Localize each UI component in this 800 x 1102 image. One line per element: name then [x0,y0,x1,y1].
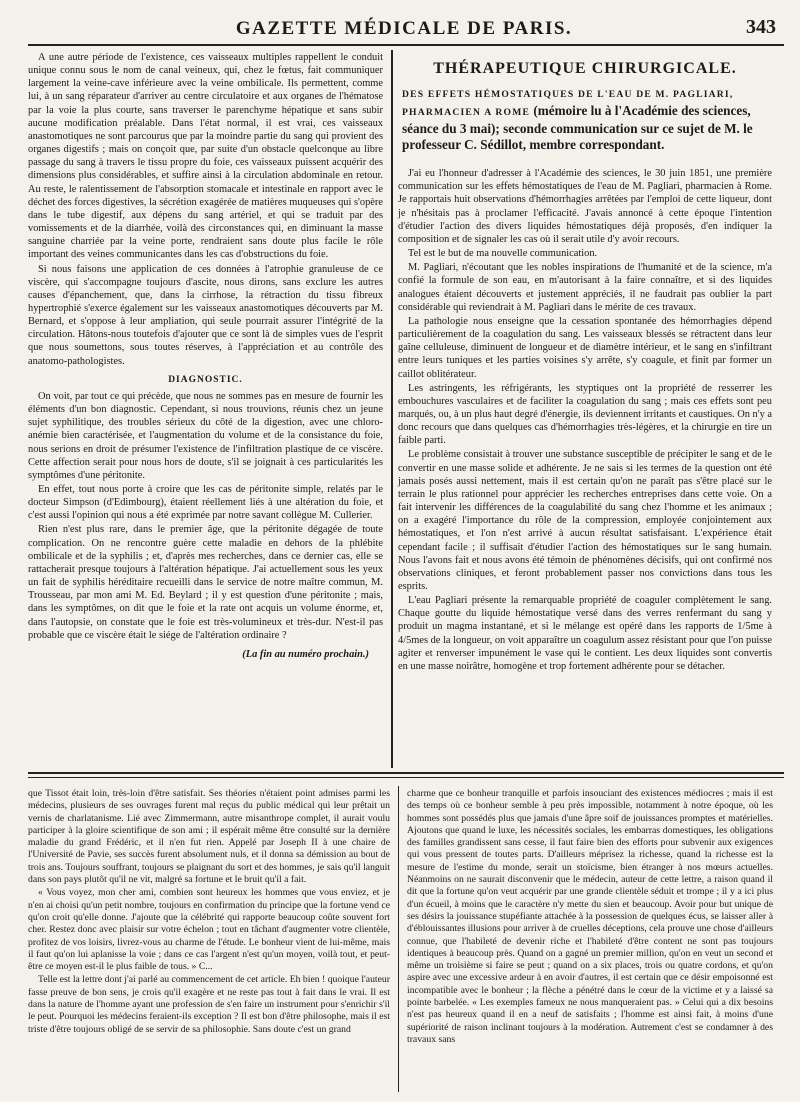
article-title-smallcaps: DES EFFETS HÉMOSTATIQUES DE L'EAU DE M. PAGLIARI, PHARMACIEN A ROME [402,89,734,119]
paragraph: « Vous voyez, mon cher ami, combien sont heureux les hommes que vous enviez, et je n'en ai choisi qu'un petit nombre, toujours en confirmation du principe que la fortune vend ce qu'on croit qu'elle donne. J'ajoute que la célébrité qui rapporte beaucoup coûte souvent fort cher. Restez donc avec plaisir sur votre échelon ; tout en tâchant d'augmenter votre clientèle, profitez de vos loisirs, livrez-vous au charme de l'étude. Le bonheur vient de lui-même, mais il faut qu'on lui aplanisse la voie ; dans ce cas l'argent n'est qu'un moyen, voilà tout, et peut-être ce moyen est-il le plus faible de tous. » C... [28,887,390,973]
bottom-left-column [28,788,390,1037]
feuilleton-rule-1 [28,772,784,774]
article-title-rest: (mémoire lu à l'Académie des sciences, séance du 3 mai); seconde communication sur ce sujet de M. le professeur C. Sédillot, membre correspondant. [402,103,753,153]
column-divider-bottom [398,786,399,1092]
paragraph: Rien n'est plus rare, dans le premier âge, que la péritonite dégagée de toute complication. On ne rencontre guère cette maladie en dehors de la phlébite ombilicale et de la syphilis ; et, d'après mes recherches, dans ce dernier cas, elle se rattacherait presque toujours à l'altération hépatique. J'ai actuellement sous les yeux un fait de syphilis héréditaire recueilli dans le service de notre maître commun, M. Trousseau, par mon ami M. Ed. Beylard ; il y est question d'une péritonite ; mais, dans les symptômes, on dit que le foie et la rate ont acquis un volume énorme, et, dans l'autopsie, on constate que le foie est très-volumineux et très-dur. N'est-il pas probable que ce viscère était le siége de l'altération ordinaire ? [28,524,383,641]
paragraph: Les astringents, les réfrigérants, les styptiques ont la propriété de resserrer les embouchures vasculaires et de faciliter la coagulation du sang ; mais ces effets sont peu marqués, ou, à un plus haut degré d'énergie, ils deviennent irritants et caustiques. On n'y a donc recours que dans quelques cas d'hémorrhagies très-légères, et la chirurgie en tire un faible parti. [398,382,772,447]
paragraph: Le problème consistait à trouver une substance susceptible de précipiter le sang et de le convertir en une masse solide et adhérente. Je ne sais si les termes de la question ont été jamais posés aussi nettement, mais il est certain qu'on ne paraît pas s'être placé sur le terrain le plus rationnel pour apprécier les recherches entreprises dans cette voie. On a fait intervenir les différences de la coagulabilité du sang chez l'homme et les animaux ; on a exagéré l'importance du rôle de la compression, employée conjointement aux hémostatiques, et l'on n'est arrivé à aucun résultat satisfaisant. L'expérience était cependant facile ; il suffisait d'étudier l'action des hémostatiques sur le sang humain. Nous l'avons fait et nous avons été témoin de phénomènes décisifs, qui ont confirmé nos observations cliniques, et feront probablement passer nos convictions dans tous les esprits. [398,449,772,592]
paragraph: J'ai eu l'honneur d'adresser à l'Académie des sciences, le 30 juin 1851, une première communication sur les effets hémostatiques de l'eau de M. Pagliari, pharmacien à Rome. Je rapportais huit observations d'hémorrhagies arrêtées par l'emploi de cette liqueur, dont je n'hésitais pas à proclamer l'efficacité. J'avais annoncé à cette époque l'intention d'étudier l'action des divers liquides hémostatiques déjà proposés, d'en indiquer la composition et de signaler les cas où il serait utile d'y avoir recours. [398,168,772,245]
column-divider-top [391,50,393,768]
paragraph: que Tissot était loin, très-loin d'être satisfait. Ses théories n'étaient point admises parmi les médecins, plusieurs de ses ouvrages furent mal reçus du public médical qui leur prêtait un vernis de charlatanisme. Lié avec Zimmermann, autre misanthrope complet, il aurait voulu participer à la gloire scientifique de son ami ; il espérait même être consulté sur la dernière maladie du grand Frédéric, et il n'en fut rien. Appelé par Joseph II à une chaire de l'Université de Pavie, ses succès furent absolument nuls, et il donna sa démission au bout de trois ans. Toujours souffrant, toujours se plaignant du sort et des hommes, je sais qu'il languit dans son pays plutôt qu'il ne vit, malgré sa fortune et le bruit qu'il a fait. [28,788,390,886]
paragraph: Tel est le but de ma nouvelle communication. [408,248,598,260]
left-column [28,51,383,661]
right-column [398,56,772,674]
paragraph: Si nous faisons une application de ces données à l'atrophie granuleuse de ce viscère, qui s'accompagne toujours d'ascite, nous dirons, sans exclure les autres causes d'épanchement, que, dans la cirrhose, la rétraction du tissu fibreux hypertrophié s'exerce également sur les vaisseaux anastomotiques découverts par M. Bernard, et s'oppose à leur ampliation, qui seule pourrait assurer l'intégrité de la circulation. Hâtons-nous toutefois d'ajouter que ce sont là de simples vues de l'esprit que nous soumettons, sous toutes réserves, à l'appréciation et au contrôle des anatomo-pathologistes. [28,263,383,367]
paragraph: La pathologie nous enseigne que la cessation spontanée des hémorrhagies dépend particulièrement de la coagulation du sang. Les vaisseaux blessés se rétractent dans leur gaîne celluleuse, diminuent de longueur et de diamètre intérieur, et le sang en s'infiltrant entre leurs tuniques et les parties voisines s'y arrête, s'y coagule, et finit par former un caillot oblitérateur. [398,315,772,380]
paragraph: Telle est la lettre dont j'ai parlé au commencement de cet article. Eh bien ! quoique l'auteur fasse preuve de bon sens, je crois qu'il exagère et ne reste pas tout à fait dans le vrai. Il est dans la nature de l'homme ayant une profession de s'en faire un instrument pour s'enrichir s'il le peut. Pourquoi les médecins feraient-ils exception ? Il est bon d'être philosophe, mais il est triste d'être toujours obligé de se servir de sa philosophie. Sans doute c'est un grand [28,974,390,1035]
feuilleton-rule-2 [28,777,784,778]
bottom-right-column [407,788,773,1047]
paragraph: charme que ce bonheur tranquille et parfois insouciant des existences médiocres ; mais il est des temps où ce bonheur semble à peu près impossible, notamment à notre époque, où les hommes sont possédés plus que jamais d'une âpre soif de jouissances promptes et matérielles. Ajoutons que quand le luxe, les nécessités sociales, les embarras domestiques, les obligations des familles grandissent sans cesse, il faut faire bien des efforts pour subvenir aux exigences qui vous pressent de toutes parts. D'ailleurs méprisez la richesse, quand la richesse est la mesure de l'estime du monde, serait un stoïcisme, bien étranger à nos mœurs actuelles. Néanmoins on ne saurait disconvenir que le médecin, auteur de cette lettre, a raison quand il dit que la fortune qu'on veut acquérir par une grande clientèle séduit et trompe ; il y a ici plus d'un écueil, à moins que le caractère n'y mette du sien et beaucoup. Avoir pour but unique de ses désirs la jouissance stupéfiante attachée à la possession de quelques écus, se laisser aller à d'éblouissantes illusions pour arriver à de cruelles déceptions, cela prouve une chose d'ailleurs connue, que l'habileté de devenir riche et l'habileté d'être content ne sont pas toujours identiques à beaucoup près. Quand on a gagné un premier million, qu'on en veut un second et même un troisième si faire se peut ; quand on a six places, trois ou quatre cordons, et qu'on aspire avec une excessive ardeur à en avoir d'autres, il est certain que ce désir empoisonné est incompatible avec le bonheur ; la flèche a pénétré dans le cœur de la victime et y a laissé sa pointe barbelée. « Les exemples fameux ne nous manqueraient pas. » Celui qui a dix besoins n'est pas heureux quand il en a neuf de satisfaits ; l'homme est ainsi fait, à moins d'une supériorité de raison inclinant toujours à la modération. Autrement c'est se condamner à des travaux sans [407,788,773,1045]
journal-title: GAZETTE MÉDICALE DE PARIS. [235,18,573,39]
page-number: 343 [746,16,776,38]
paragraph: M. Pagliari, n'écoutant que les nobles inspirations de l'humanité et de la science, m'a confié la formule de son eau, en m'autorisant à la faire connaître, et si des liquides analogues étaient découverts et justement appréciés, il ne faudrait pas oublier la part considérable qui reviendrait à M. Pagliari dans le mérite de ces travaux. [398,262,772,313]
signoff: (La fin au numéro prochain.) [242,648,369,660]
paragraph: L'eau Pagliari présente la remarquable propriété de coaguler complètement le sang. Chaque goutte du liquide hémostatique versé dans des verres renfermant du sang y produit un magma instantané, et si le mélange est opéré dans les rapports de 1/5me à 4/5mes de la longueur, on voit apparaître un coagulum assez résistant pour que l'on puisse agiter et renverser impunément le vase qui le contient. Les deux liquides sont convertis en une masse noirâtre, homogène et trop fortement adhérente pour se détacher. [398,595,772,672]
header-rule [28,44,784,46]
paragraph: A une autre période de l'existence, ces vaisseaux multiples rappellent le conduit unique connu sous le nom de canal veineux, qui, chez le fœtus, fait communiquer largement la veine-cave inférieure avec la veine ombilicale. Ils permettent, comme lui, à un sang réparateur d'arriver au centre circulatoire et aux organes de l'hématose par la voie la plus courte, sans traverser le parenchyme hépatique et sans subir aucune modification préalable. Dans l'état normal, il est vrai, ces vaisseaux anastomotiques ne sont parcourus que par la moindre partie du sang qui provient des organes digestifs ; mais on conçoit que, par suite d'un obstacle quelconque au libre passage du sang à travers le tissu propre du foie, ces vaisseaux puissent acquérir des dimensions plus considérables, et suffire ainsi à la circulation abdominale en retour. Au reste, le ralentissement de l'absorption stomacale et intestinale en rapport avec le déchet des forces digestives, la sécrétion exagérée de matières muqueuses qui s'opère dans le tube digestif, aux dépens du sang artériel, et qui se traduit par des vomissements et de la diarrhée, voilà des circonstances qui, en diminuant la masse sanguine charriée par la veine porte, rendraient sans doute plus facile le rôle important des veines communicantes dans les cas d'obstructions du foie. [28,52,383,261]
section-title: THÉRAPEUTIQUE CHIRURGICALE. [433,60,737,77]
subheading-diagnostic: DIAGNOSTIC. [168,374,243,385]
article-title [402,85,772,153]
page-header [28,14,780,44]
paragraph: On voit, par tout ce qui précède, que nous ne sommes pas en mesure de fournir les éléments d'un bon diagnostic. Cependant, si nous trouvions, réunis chez un jeune sujet syphilitique, des troubles sérieux du côté de la digestion, avec une chloro-anémie bien caractérisée, et l'augmentation du volume et de la consistance du foie, nous serions en droit de présumer l'existence de l'infiltration plastique de ce viscère. Cette affection serait pour nous hors de doute, s'il se joignait à ces particularités les symptômes d'une péritonite. [28,390,383,481]
paragraph: En effet, tout nous porte à croire que les cas de péritonite simple, relatés par le docteur Simpson (d'Edimbourg), étaient réellement liés à une altération du foie, et c'est aussi l'opinion qui nous a été exprimée par notre savant collègue M. Cullerier. [28,484,383,522]
